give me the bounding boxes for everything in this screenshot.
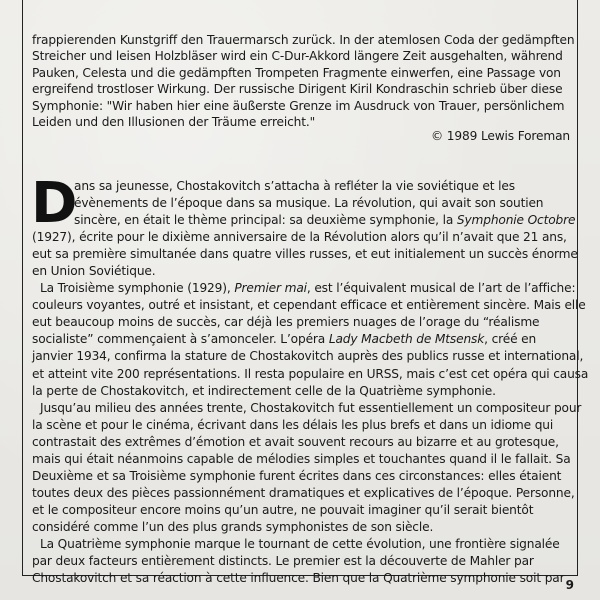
text-line: eut sa première simultanée dans quatre villes russes, et eut initialement un succès énorme <box>32 247 578 262</box>
text-line: évènements de l’époque dans sa musique. La révolution, qui avait son soutien <box>74 196 544 211</box>
text-line: toutes deux des pièces passionnément dramatiques et explicatives de l’époque. Personne, <box>32 485 575 500</box>
text-fragment: , est l’équivalent musical de l’art de l’affiche: <box>306 281 576 296</box>
text-line: Pauken, Celesta und die gedämpften Trompeten Fragmente einwerfen, eine Passage von <box>32 65 561 80</box>
german-text-block <box>32 32 575 130</box>
text-line: par deux facteurs entièrement distincts. Le premier est la découverte de Mahler par <box>32 554 534 569</box>
text-line: ergreifend trostloser Wirkung. Der russische Dirigent Kiril Kondraschin schrieb über diese <box>32 82 563 97</box>
text-line: Leiden und den Illusionen der Träume erreicht." <box>32 115 316 130</box>
text-line: la scène et pour le cinéma, écrivant dans les délais les plus brefs et dans un idiome qui <box>32 417 554 432</box>
text-line: en Union Soviétique. <box>32 264 156 279</box>
text-line <box>32 280 576 297</box>
drop-cap: D <box>31 171 78 236</box>
page-number: 9 <box>565 578 574 592</box>
text-line: couleurs voyantes, outré et insistant, et cependant efficace et entièrement sincère. Mais elle <box>32 298 586 313</box>
text-fragment: La Troisième symphonie (1929), <box>40 281 235 296</box>
copyright-credit: © 1989 Lewis Foreman <box>431 129 570 143</box>
text-line: La Quatrième symphonie marque le tournant de cette évolution, une frontière signalée <box>40 536 560 551</box>
text-line: janvier 1934, confirma la stature de Chostakovitch auprès des publics russe et international, <box>32 349 584 364</box>
text-line: eut beaucoup moins de succès, car déjà les premiers nuages de l’orage du “réalisme <box>32 315 540 330</box>
text-line: Chostakovitch et sa réaction à cette influence. Bien que la Quatrième symphonie soit par <box>32 571 565 586</box>
text-line: Streicher und leisen Holzbläser wird ein C-Dur-Akkord längere Zeit ausgehalten, während <box>32 49 563 64</box>
text-line: et atteint vite 200 représentations. Il resta populaire en URSS, mais c’est cet opéra qui causa <box>32 366 589 381</box>
text-line: ans sa jeunesse, Chostakovitch s’attacha à refléter la vie soviétique et les <box>74 179 515 193</box>
work-title: Lady Macbeth de Mtsensk <box>328 332 485 347</box>
work-title: Symphonie Octobre <box>456 213 576 228</box>
text-line: Deuxième et sa Troisième symphonie furent écrites dans ces circonstances: elles étaient <box>32 468 562 483</box>
text-fragment: , créé en <box>484 332 537 347</box>
text-line <box>32 212 576 229</box>
text-line <box>32 331 572 348</box>
text-line: Jusqu’au milieu des années trente, Chostakovitch fut essentiellement un compositeur pour <box>40 400 582 415</box>
text-line: considéré comme l’un des plus grands symphonistes de son siècle. <box>32 519 434 534</box>
text-line: la perte de Chostakovitch, et indirectement celle de la Quatrième symphonie. <box>32 383 496 398</box>
text-line: frappierenden Kunstgriff den Trauermarsch zurück. In der atemlosen Coda der gedämpften <box>32 33 575 47</box>
text-fragment: socialiste” commençaient à s’amonceler. L’opéra <box>32 332 329 347</box>
text-line: mais qui était néanmoins capable de mélodies simples et touchantes quand il le fallait. Sa <box>32 451 571 466</box>
text-line: (1927), écrite pour le dixième anniversaire de la Révolution alors qu’il n’avait que 21 ans, <box>32 230 567 245</box>
text-line: et le compositeur encore moins qu’un autre, ne pouvait imaginer qu’il serait bientôt <box>32 502 534 517</box>
french-text-block <box>31 171 589 587</box>
work-title: Premier mai <box>234 281 307 296</box>
text-line: Symphonie: "Wir haben hier eine äußerste Grenze im Ausdruck von Trauer, persönlichem <box>32 98 565 113</box>
text-fragment: sincère, en était le thème principal: sa deuxième symphonie, la <box>74 213 457 228</box>
text-line: contrastait des extrêmes d’émotion et avait souvent recours au bizarre et au grotesque, <box>32 434 559 449</box>
